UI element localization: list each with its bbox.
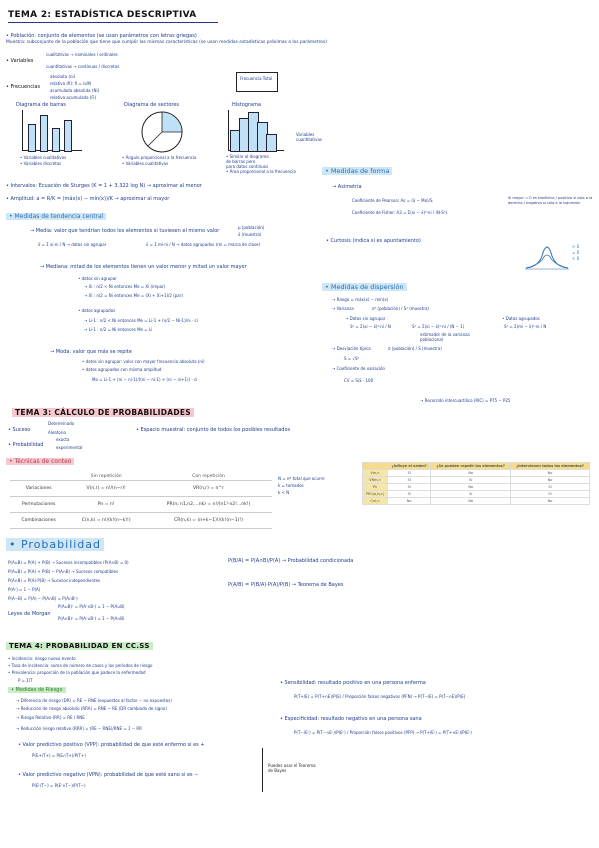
tabla-note: k = tomados xyxy=(278,483,304,488)
datos-agr-formula: S² = Σ(mi − x̄)²·ni / N xyxy=(504,324,547,329)
suceso-item: Aleatorio xyxy=(48,430,66,435)
tema4-item: • Prevalencia: proporción de la población que padece la enfermedad xyxy=(8,670,146,675)
mediana-formula: → Li-1 : n/2 = Ni entonces Me = Li xyxy=(84,327,153,332)
table-cell: Sí xyxy=(387,491,430,498)
mediana-sub: • datos agrupados xyxy=(78,308,116,313)
condicionada-text: P(B/A) = P(A∩B)/P(A) → Probabilidad condicionada xyxy=(228,558,354,564)
hist-axis-y xyxy=(228,110,229,150)
datos-sin-formula: S² = Σ(xi − x̄)²·ni / N xyxy=(350,324,391,329)
frecuencia-item: acumulada absoluta (Ni) xyxy=(50,88,100,93)
table-header: Con repetición xyxy=(145,473,272,481)
espacio-muestral: • Espacio muestral: conjunto de todos los posibles resultados xyxy=(136,427,291,433)
media-formula: x̄ = Σ mi·ni / N → datos agrupados (mi = marca de clase) xyxy=(146,242,261,247)
table-cell: No xyxy=(431,498,511,505)
varianza-text: → Varianza xyxy=(332,306,354,311)
desviacion-formula: S = √S² xyxy=(344,356,360,361)
curtosis-sketch xyxy=(524,236,570,272)
desviacion-sub: σ (población) / S (muestra) xyxy=(388,346,442,351)
media-mue: x̄ (muestra) xyxy=(238,232,262,237)
moda-item: • datos sin agrupar: valor con mayor frecuencia absoluta (ni) xyxy=(82,359,205,364)
media-formula: x̄ = Σ xi·ni / N → datos sin agrupar xyxy=(38,242,107,247)
table-cell: No xyxy=(511,477,590,484)
table-cell: Pn xyxy=(363,484,388,491)
table-header: Sin repetición xyxy=(67,473,145,481)
grafico-note: • Área proporcional a la frecuencia xyxy=(226,169,296,174)
tema4-title: TEMA 4: PROBABILIDAD EN CC.SS xyxy=(6,642,153,650)
conteo-table xyxy=(10,473,272,529)
mediana-text: → Mediana: mitad de los elementos tienen un valor menor y mitad un valor mayor xyxy=(40,264,247,270)
sketch-bar xyxy=(64,120,72,152)
probabilidad-item: experimental xyxy=(56,445,83,450)
table-cell: Sí xyxy=(511,491,590,498)
bayes-note: Puedes usar el Teorema de Bayes xyxy=(268,763,316,773)
estimador-note: estimador de la varianza poblacional xyxy=(420,332,470,342)
mediana-sub: • datos sin agrupar xyxy=(78,276,117,281)
sketch-bar xyxy=(28,124,36,152)
vpp-formula: P(E+/T+) = P(E∩T+)/P(T+) xyxy=(32,753,86,758)
table-cell: No xyxy=(511,498,590,505)
pearson-text: Coeficiente de Pearson: As = (x̄ − Mo)/S xyxy=(352,198,433,203)
grafico-title: Diagrama de sectores xyxy=(124,102,180,108)
grafico-note: • Variables discretas xyxy=(20,161,62,166)
tendencia-title: • Medidas de tendencia central xyxy=(6,213,106,220)
riesgo-item: → Riesgo Relativo (RR) = RE / RNE xyxy=(16,715,85,720)
table-cell: VR(n,r) = n^r xyxy=(145,481,272,497)
bayes-brace xyxy=(262,748,263,792)
table-cell: No xyxy=(431,470,511,477)
fisher-note: Si mayor = 0 es simétrica / positiva si cola a la derecha / negativa si cola a la izquierda xyxy=(508,196,593,205)
tema2-title: TEMA 2: ESTADÍSTICA DESCRIPTIVA xyxy=(8,10,197,20)
table-row-label: Combinaciones xyxy=(10,513,67,529)
table-header: ¿Se pueden repetir los elementos? xyxy=(431,463,511,470)
rango-text: → Rango = máx(x) − mín(x) xyxy=(332,297,389,302)
table-cell: Sí xyxy=(387,477,430,484)
table-cell: No xyxy=(511,470,590,477)
frecuencias-label: • Frecuencias xyxy=(6,84,41,90)
tecnicas-title: • Técnicas de conteo xyxy=(6,458,74,465)
grafico-note: • Variables cualitativas xyxy=(20,155,67,160)
variables-item: cuantitativas → continuas / discretas xyxy=(46,64,120,69)
table-cell: Cm,n xyxy=(363,498,388,505)
coef-var-text: → Coeficiente de variación xyxy=(332,366,386,371)
table-header xyxy=(10,473,67,481)
moda-formula: Mo = Li-1 + (ni − ni-1)/((ni − ni-1) + (ni − ni+1)) · ci xyxy=(92,377,198,382)
datos-agr: • Datos agrupados xyxy=(502,316,540,321)
suceso-label: • Suceso xyxy=(8,427,31,433)
grafico-title: Histograma xyxy=(232,102,262,108)
grafico-note: para datos continuos xyxy=(226,164,269,169)
table-cell: No xyxy=(431,484,511,491)
curtosis-value: > 0 xyxy=(572,244,580,249)
table-cell: No xyxy=(387,498,430,505)
sensibilidad-formula: P(T+/E) = P(T+∩E)/P(E) / Proporción falsos negativos (PFN) → P(T−/E) = P(T−∩E)/P(E) xyxy=(294,694,466,699)
morgan-label: Leyes de Morgan xyxy=(8,611,51,617)
sketch-bar xyxy=(52,128,60,152)
frecuencia-item: relativa acumulada (Fi) xyxy=(50,95,97,100)
frecuencia-item: absoluta (ni) xyxy=(50,74,76,79)
amplitud-text: • Amplitud: a = R/K = (máx(x) − mín(x))/K → aproximar al mayor xyxy=(6,196,170,202)
riesgo-item: → Reducción de riesgo absoluto (RRA) = RNE − RE (DR cambiado de signo) xyxy=(16,706,167,711)
tema4-item: • Tasa de incidencia: suma de número de casos y los periodos de riesgo xyxy=(8,663,153,668)
table-cell: Sí xyxy=(387,484,430,491)
vpp-text: • Valor predictivo positivo (VPP): probabilidad de que esté enfermo si es + xyxy=(18,742,205,748)
hist-bar xyxy=(266,134,277,152)
mediana-formula: → Li-1 : n/2 < Ni entonces Me = Li-1 + (n/2 − Ni-1)/ni · ci xyxy=(84,318,198,323)
prevalencia-formula: P = Σ/T xyxy=(18,678,33,683)
mediana-formula: → Xi : n/2 = Ni entonces Me = (Xi + Xi+1)/2 (par) xyxy=(84,293,183,298)
media-text: → Media: valor que tendrían todos los elementos si tuviesen el mismo valor xyxy=(30,228,220,234)
probabilidad-label: • Probabilidad xyxy=(8,442,44,448)
riesgo-item: → Reducción riesgo relativo (RRR) = (RE − RNE)/RNE = 1 − RR xyxy=(16,726,142,731)
pie-sketch xyxy=(140,110,184,154)
table-header: ¿Intervienen todos los elementos? xyxy=(511,463,590,470)
table-cell: Sí xyxy=(431,491,511,498)
datos-sin-formula: S² = Σ(xi − x̄)²·ni / (N − 1) xyxy=(412,324,465,329)
table-cell: PRn(a,b,c) xyxy=(363,491,388,498)
bayes-text: P(A/B) = P(B/A)·P(A)/P(B) → Teorema de Bayes xyxy=(228,582,344,588)
desviacion-text: → Desviación típica xyxy=(332,346,371,351)
prob-line: P(A∩B) = P(A)·P(B) → Sucesos independientes xyxy=(8,578,101,583)
frecuencia-item: relativa (fi): fi = ni/N xyxy=(50,81,92,86)
dispersion-title: • Medidas de dispersión xyxy=(322,283,407,291)
bar-axis-y xyxy=(22,110,23,150)
curtosis-value: = 0 xyxy=(572,250,580,255)
prob-line: P(Aᶜ) = 1 − P(A) xyxy=(8,587,41,592)
variables-cuantitativas: Variables cuantitativas xyxy=(296,132,323,142)
table-cell: Vm,n xyxy=(363,470,388,477)
prob-line: P(A−B) = P(A) − P(A∩B) = P(A∩Bᶜ) xyxy=(8,596,78,601)
curtosis-value: < 0 xyxy=(572,256,580,261)
table-cell: PR(n; n1,n2,...nk) = n!/(n1!·n2!...nk!) xyxy=(145,497,272,513)
datos-sin: • Datos sin agrupar xyxy=(346,316,386,321)
coef-var-formula: CV = S/x̄ · 100 xyxy=(344,378,374,383)
forma-title: • Medidas de forma xyxy=(322,167,392,175)
resumen-table xyxy=(362,462,590,505)
grafico-note: • Variables cualitativas xyxy=(122,161,169,166)
vpn-text: • Valor predictivo negativo (VPN): probabilidad de que esté sano si es − xyxy=(18,772,199,778)
table-cell: Sí xyxy=(431,477,511,484)
especificidad-text: • Especificidad: resultado negativo en una persona sana xyxy=(280,716,422,722)
varianza-sub: σ² (población) / S² (muestra) xyxy=(372,306,429,311)
table-header xyxy=(363,463,388,470)
mediana-formula: → Xi : n/2 < Ni entonces Me = Xi (impar) xyxy=(84,284,166,289)
curtosis-text: • Curtosis (indica si es apuntamiento) xyxy=(326,238,421,244)
sketch-bar xyxy=(40,115,48,152)
title-underline xyxy=(8,22,218,23)
prob-line: P(A∪B) = P(A) + P(B) → Sucesos incompatibles (P(A∩B) = 0) xyxy=(8,560,129,565)
tabla-note: k < N xyxy=(278,490,290,495)
prob-line: P(A∪B) = P(A) + P(B) − P(A∩B) → Sucesos compatibles xyxy=(8,569,119,574)
morgan-item: P(A∪B)ᶜ = P(Aᶜ∩Bᶜ) = 1 − P(A∪B) xyxy=(58,604,125,609)
ric-text: → Recorrido intercuartílico (RIC) = P75 − P25 xyxy=(420,398,511,403)
poblacion-text: • Población: conjunto de elementos (se usan parámetros con letras griegas) xyxy=(6,33,197,39)
table-cell: Sí xyxy=(387,470,430,477)
table-cell: CR(n,k) = (n+k−1)!/(k!(n−1)!) xyxy=(145,513,272,529)
table-cell: Sí xyxy=(511,484,590,491)
especificidad-formula: P(T−/Eᶜ) = P(T−∩Eᶜ)/P(Eᶜ) / Proporción falsos positivos (PFP) → P(T+/Eᶜ) = P(T+∩Eᶜ)/P(Eᶜ) xyxy=(294,730,472,735)
intervalos-text: • Intervalos: Ecuación de Sturges (K = 1 + 3.322 log N) → aproximar al menor xyxy=(6,183,202,189)
table-cell: C(n,k) = n!/(k!(n−k)!) xyxy=(67,513,145,529)
tabla-note: N = nº total que ocurre xyxy=(278,476,325,481)
sensibilidad-text: • Sensibilidad: resultado positivo en una persona enferma xyxy=(280,680,426,686)
table-cell: VRm,n xyxy=(363,477,388,484)
fisher-text: Coeficiente de Fisher: A3 = Σ(xi − x̄)³·ni / (N·S³) xyxy=(352,210,447,215)
morgan-item: P(A∩B)ᶜ = P(Aᶜ∪Bᶜ) = 1 − P(A∩B) xyxy=(58,616,125,621)
moda-item: • datos agrupados con misma amplitud xyxy=(82,367,162,372)
muestra-text: Muestra: subconjunto de la población que tiene que cumplir las mismas características (se usan medidas estadísticas próximas a los parámetros) xyxy=(6,40,327,45)
suceso-item: Determinado xyxy=(48,421,75,426)
table-row-label: Permutaciones xyxy=(10,497,67,513)
table-cell: Pn = n! xyxy=(67,497,145,513)
table-row-label: Variaciones xyxy=(10,481,67,497)
riesgo-item: → Diferencia de riesgo (DR) = RE − RNE (expuestos al factor − no expuestos) xyxy=(16,698,172,703)
frecuencia-total-box xyxy=(236,72,278,92)
grafico-note: • Ángulo proporcional a la frecuencia xyxy=(122,155,197,160)
variables-label: • Variables xyxy=(6,58,34,64)
grafico-note: de barras pero xyxy=(226,159,256,164)
vpn-formula: P(Eᶜ/T−) = P(Eᶜ∩T−)/P(T−) xyxy=(32,783,86,788)
table-cell: V(n,r) = n!/(n−r)! xyxy=(67,481,145,497)
moda-text: → Moda: valor que más se repite xyxy=(50,349,132,355)
tema4-item: • Incidencia: riesgo nuevo evento xyxy=(8,656,76,661)
frecuencia-total-label: Frecuencia Total xyxy=(240,76,273,81)
grafico-title: Diagrama de barras xyxy=(16,102,66,108)
probabilidad-title: • Probabilidad xyxy=(6,538,104,551)
tema3-title: TEMA 3: CÁLCULO DE PROBABILIDADES xyxy=(12,408,194,417)
probabilidad-item: exacta xyxy=(56,437,70,442)
grafico-note: • Similar al diagrama xyxy=(226,154,269,159)
variables-item: cualitativas → nominales / ordinales xyxy=(46,52,118,57)
media-pob: μ (población) xyxy=(238,225,265,230)
asimetria-text: → Asimetría xyxy=(332,184,362,190)
table-header: ¿Influye el orden? xyxy=(387,463,430,470)
riesgo-title: • Medidas de Riesgo xyxy=(8,687,66,693)
